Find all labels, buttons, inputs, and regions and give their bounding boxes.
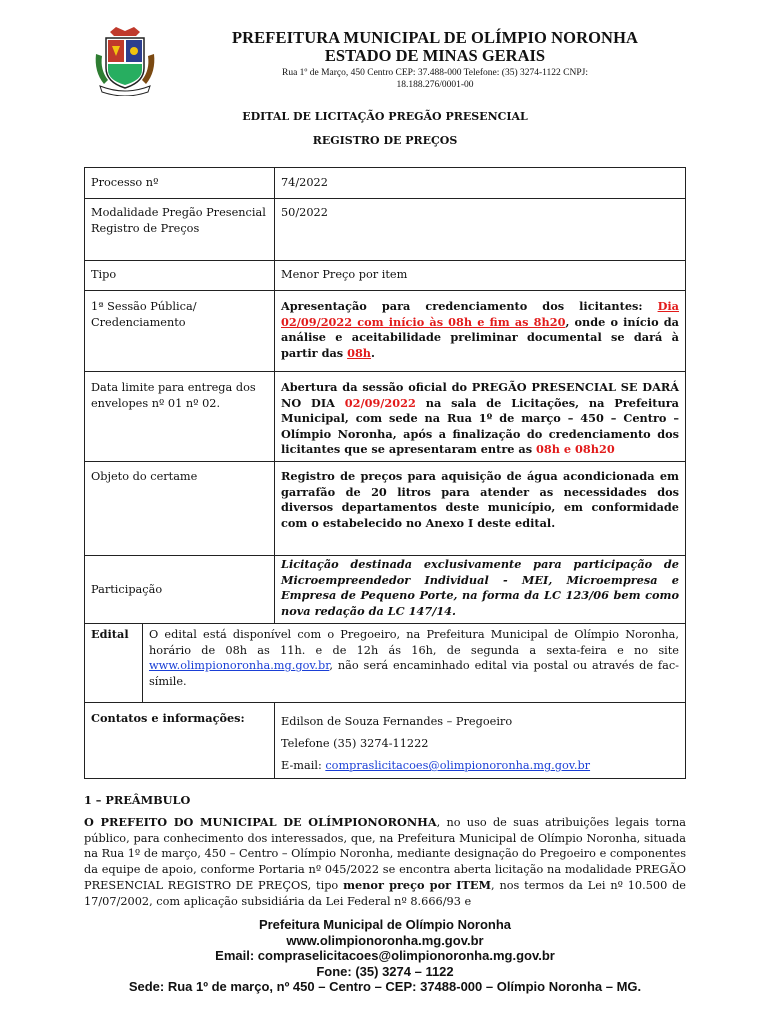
table-row xyxy=(85,291,686,372)
page-footer xyxy=(0,917,770,995)
coat-of-arms-icon xyxy=(92,24,158,96)
edital-label: Edital xyxy=(85,624,143,702)
objeto-value: Registro de preços para aquisição de água acondicionada em garrafão de 20 litros para atender as necessidades dos diversos departamentos deste município, em conformidade com o estabelecido no Anexo I deste edital. xyxy=(275,462,686,556)
page-header xyxy=(0,22,770,97)
table-row xyxy=(85,462,686,556)
sessao-text-3: . xyxy=(371,345,375,360)
footer-line-4: Fone: (35) 3274 – 1122 xyxy=(316,963,454,979)
tipo-value: Menor Preço por item xyxy=(275,261,686,291)
preambulo-bold-b: menor preço por ITEM xyxy=(343,877,492,892)
contact-email xyxy=(281,755,679,777)
footer-line-2: www.olimpionoronha.mg.gov.br xyxy=(286,932,484,948)
document-title: EDITAL DE LICITAÇÃO PREGÃO PRESENCIAL xyxy=(242,110,528,123)
table-row xyxy=(85,624,686,703)
sessao-time-highlight: 08h xyxy=(347,345,372,360)
preambulo-text-b: , nos termos da Lei nº 10.500 de 17/07/2002, com aplicação subsidiária da Lei Federal nº 8.666/93 e xyxy=(84,878,686,908)
edital-value xyxy=(143,624,685,702)
sessao-text-2: , onde o início da análise e aceitabilidade preliminar documental se dará à partir das xyxy=(281,314,679,360)
footer-line-5: Sede: Rua 1º de março, nº 450 – Centro – CEP: 37488-000 – Olímpio Noronha – MG. xyxy=(128,979,642,995)
preambulo-paragraph xyxy=(84,815,686,910)
site-link[interactable]: www.olimpionoronha.mg.gov.br xyxy=(149,659,330,673)
table-row xyxy=(85,556,686,624)
table-row xyxy=(85,168,686,199)
objeto-label: Objeto do certame xyxy=(85,462,275,556)
table-row xyxy=(85,703,686,779)
header-address-line2: 18.188.276/0001-00 xyxy=(396,80,474,90)
preambulo-bold-a: O PREFEITO DO MUNICIPAL DE OLÍMPIONORONHA xyxy=(84,814,437,829)
contact-phone: Telefone (35) 3274-11222 xyxy=(281,737,429,750)
footer-line-1: Prefeitura Municipal de Olímpio Noronha xyxy=(258,917,512,932)
processo-value: 74/2022 xyxy=(275,168,686,199)
sessao-date-highlight: Dia 02/09/2022 com início às 08h e fim as 8h20 xyxy=(281,299,679,329)
contact-email-label: E-mail: xyxy=(281,759,326,772)
preambulo-section xyxy=(84,793,686,910)
contatos-value xyxy=(275,703,686,779)
edital-cell xyxy=(85,624,686,703)
data-limite-label: Data limite para entrega dos envelopes nº 01 nº 02. xyxy=(85,372,275,462)
tipo-label: Tipo xyxy=(85,261,275,291)
preambulo-heading: 1 – PREÂMBULO xyxy=(84,793,191,807)
table-row xyxy=(85,199,686,261)
processo-label: Processo nº xyxy=(85,168,275,199)
preambulo-text-a: , no uso de suas atribuições legais torna público, para conhecimento dos interessados, que, na Prefeitura Municipal de Olímpio Noronha, situada na Rua 1º de março, 450 – Centro – Olímpio Noronha, mediante designação do Pregoeiro e componentes da equipe de apoio, conforme Portaria nº 045/2022 se encontra aberta licitação na modalidade PREGÃO PRESENCIAL REGISTRO DE PREÇOS, tipo xyxy=(84,815,687,892)
data-limite-text-2: na sala de Licitações, na Prefeitura Municipal, com sede na Rua 1º de março – 450 – Centro – Olímpio Noronha, após a finalização do credenciamento dos licitantes que se apresentaram entre as xyxy=(281,395,679,457)
data-limite-text: Abertura da sessão oficial do PREGÃO PRESENCIAL SE DARÁ NO DIA xyxy=(281,380,679,410)
header-address-line1: Rua 1º de Março, 450 Centro CEP: 37.488-000 Telefone: (35) 3274-1122 CNPJ: xyxy=(282,68,588,78)
table-row xyxy=(85,372,686,462)
edital-text: O edital está disponível com o Pregoeiro, na Prefeitura Municipal de Olímpio Noronha, horário de 08h as 11h. e de 12h ás 16h, de segunda a sexta-feira e no site xyxy=(149,628,679,657)
contatos-label: Contatos e informações: xyxy=(85,703,275,779)
data-limite-value xyxy=(275,372,686,462)
header-state: ESTADO DE MINAS GERAIS xyxy=(324,46,546,65)
edital-text-2: , não será encaminhado edital via postal ou através de fac-símile. xyxy=(149,659,679,688)
contact-name: Edilson de Souza Fernandes – Pregoeiro xyxy=(281,715,513,728)
participacao-value: Licitação destinada exclusivamente para participação de Microempreendedor Individual - MEI, Microempresa e Empresa de Pequeno Porte, na forma da LC 123/06 bem como nova redação da LC 147/14. xyxy=(275,556,686,624)
edital-summary-table xyxy=(84,167,686,779)
document-subtitle: REGISTRO DE PREÇOS xyxy=(312,134,458,147)
header-title: PREFEITURA MUNICIPAL DE OLÍMPIO NORONHA xyxy=(231,28,639,47)
sessao-value xyxy=(275,291,686,372)
footer-line-3: Email: compraselicitacoes@olimpionoronha.mg.gov.br xyxy=(215,948,555,964)
table-row xyxy=(85,261,686,291)
modalidade-value: 50/2022 xyxy=(275,199,686,261)
data-limite-time-highlight: 08h e 08h20 xyxy=(536,442,615,457)
sessao-text: Apresentação para credenciamento dos licitantes: xyxy=(281,299,658,313)
data-limite-date-highlight: 02/09/2022 xyxy=(344,395,416,410)
modalidade-label: Modalidade Pregão Presencial Registro de Preços xyxy=(85,199,275,261)
sessao-label: 1ª Sessão Pública/ Credenciamento xyxy=(85,291,275,372)
email-link[interactable]: compraslicitacoes@olimpionoronha.mg.gov.br xyxy=(325,759,591,772)
participacao-label: Participação xyxy=(85,556,275,624)
